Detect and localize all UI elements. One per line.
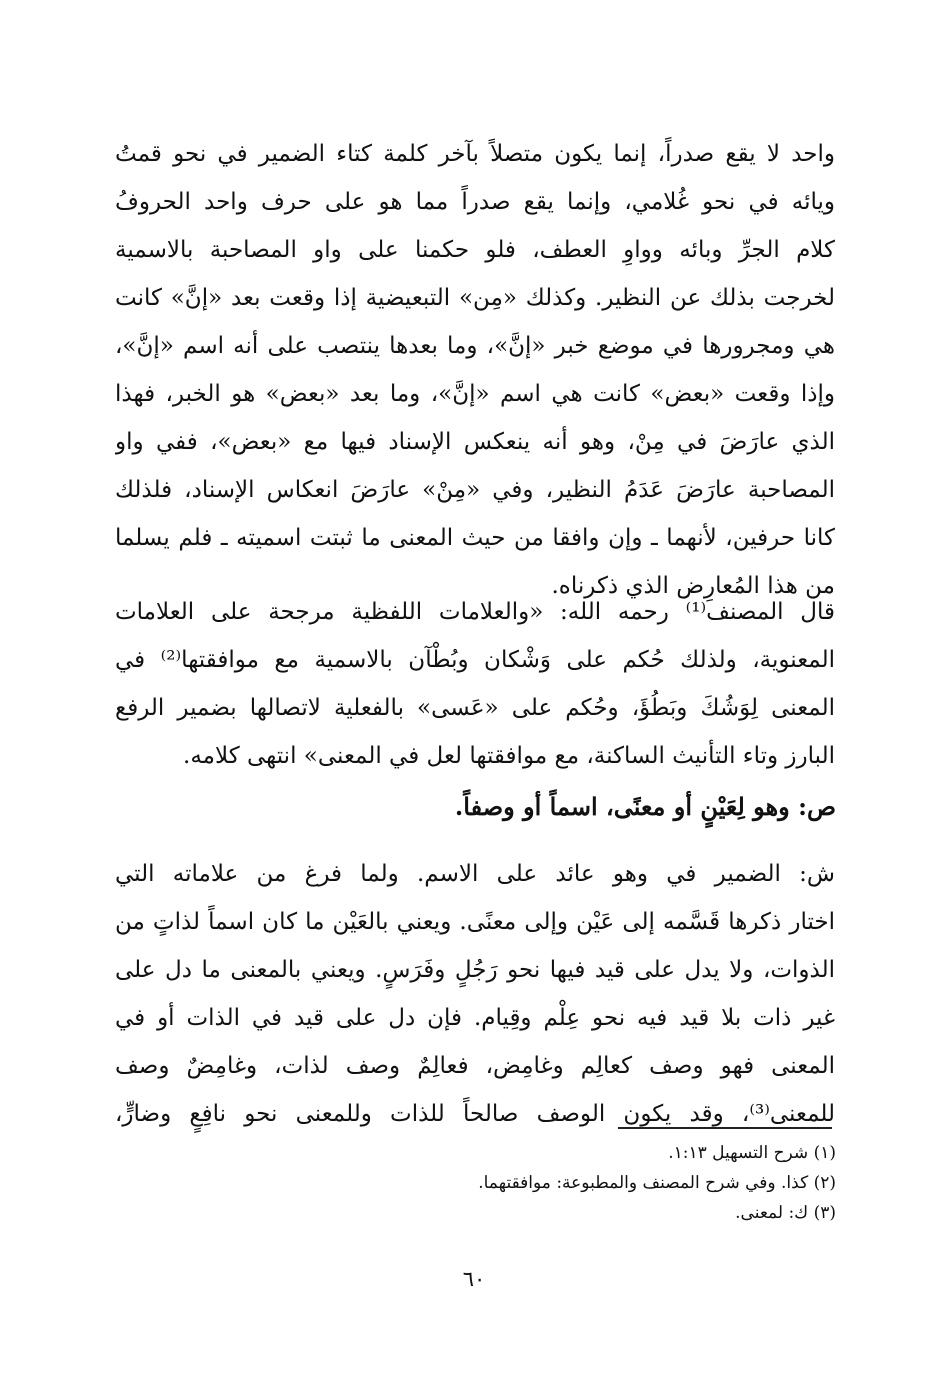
- text-line: البارز وتاء التأنيث الساكنة، مع موافقتها لعل في المعنى» انتهى كلامه.: [183, 743, 835, 769]
- text-line: الذوات، ولا يدل على قيد فيها نحو رَجُلٍ وفَرَسٍ. ويعني بالمعنى ما دل على: [115, 957, 835, 983]
- text-line: للمعنى⁽³⁾، وقد يكون الوصف صالحاً للذات وللمعنى نحو نافِعٍ وضارٍّ،: [115, 1101, 835, 1127]
- paragraph-3: [115, 850, 835, 1138]
- text-line: قال المصنف⁽¹⁾ رحمه الله: «والعلامات اللفظية مرجحة على العلامات: [115, 599, 835, 625]
- text-line: من هذا المُعارِض الذي ذكرناه.: [551, 573, 835, 599]
- text-line: هي ومجرورها في موضع خبر «إنَّ»، وما بعدها ينتصب على أنه اسم «إنَّ»،: [115, 333, 835, 359]
- text-line: الذي عارَضَ في مِنْ، وهو أنه ينعكس الإسناد فيها مع «بعض»، ففي واو: [115, 429, 835, 455]
- section-heading: ص: وهو لِعَيْنٍ أو معنًى، اسماً أو وصفاً.: [454, 792, 836, 821]
- text-line: المعنى لِوَشُكَ وبَطُؤَ، وحُكم على «عَسى» بالفعلية لاتصالها بضمير الرفع: [115, 695, 835, 721]
- text-line: ش: الضمير في وهو عائد على الاسم. ولما فرغ من علاماته التي: [115, 861, 835, 887]
- footnote-divider: [618, 1127, 832, 1129]
- text-line: المعنوية، ولذلك حُكم على وَشْكان وبُطْآن بالاسمية مع موافقتها⁽²⁾ في: [115, 647, 835, 673]
- text-line: المعنى فهو وصف كعالِم وغامِض، فعالِمٌ وصف لذات، وغامِضٌ وصف: [115, 1053, 835, 1079]
- text-line: ويائه في نحو غُلامي، وإنما يقع صدراً مما هو على حرف واحد الحروفُ: [115, 189, 835, 215]
- text-line: كلام الجرِّ وبائه وواوِ العطف، فلو حكمنا على واو المصاحبة بالاسمية: [115, 237, 835, 263]
- text-line: كانا حرفين، لأنهما ـ وإن وافقا من حيث المعنى ما ثبتت اسميته ـ فلم يسلما: [115, 525, 835, 551]
- footnote-item: (٣) ك: لمعنى.: [735, 1203, 836, 1223]
- footnote-item: (٢) كذا. وفي شرح المصنف والمطبوعة: موافقتهما.: [478, 1173, 836, 1193]
- text-line: واحد لا يقع صدراً، إنما يكون متصلاً بآخر كلمة كتاء الضمير في نحو قمتُ: [115, 141, 835, 167]
- paragraph-1: [115, 130, 835, 610]
- page-number: ٦٠: [462, 1267, 486, 1291]
- text-line: لخرجت بذلك عن النظير. وكذلك «مِن» التبعيضية إذا وقعت بعد «إنَّ» كانت: [115, 285, 835, 311]
- text-line: غير ذات بلا قيد فيه نحو عِلْم وقِيام. فإن دل على قيد في الذات أو في: [115, 1005, 835, 1031]
- paragraph-2: [115, 588, 835, 780]
- footnotes: [336, 1138, 836, 1228]
- text-line: المصاحبة عارَضَ عَدَمُ النظير، وفي «مِنْ» عارَضَ انعكاس الإسناد، فلذلك: [115, 477, 835, 503]
- text-line: اختار ذكرها قَسَّمه إلى عَيْن وإلى معنًى. ويعني بالعَيْن ما كان اسماً لذاتٍ من: [115, 909, 835, 935]
- footnote-item: (١) شرح التسهيل ١:١٣.: [668, 1143, 836, 1163]
- text-line: وإذا وقعت «بعض» كانت هي اسم «إنَّ»، وما بعد «بعض» هو الخبر، فهذا: [115, 381, 835, 407]
